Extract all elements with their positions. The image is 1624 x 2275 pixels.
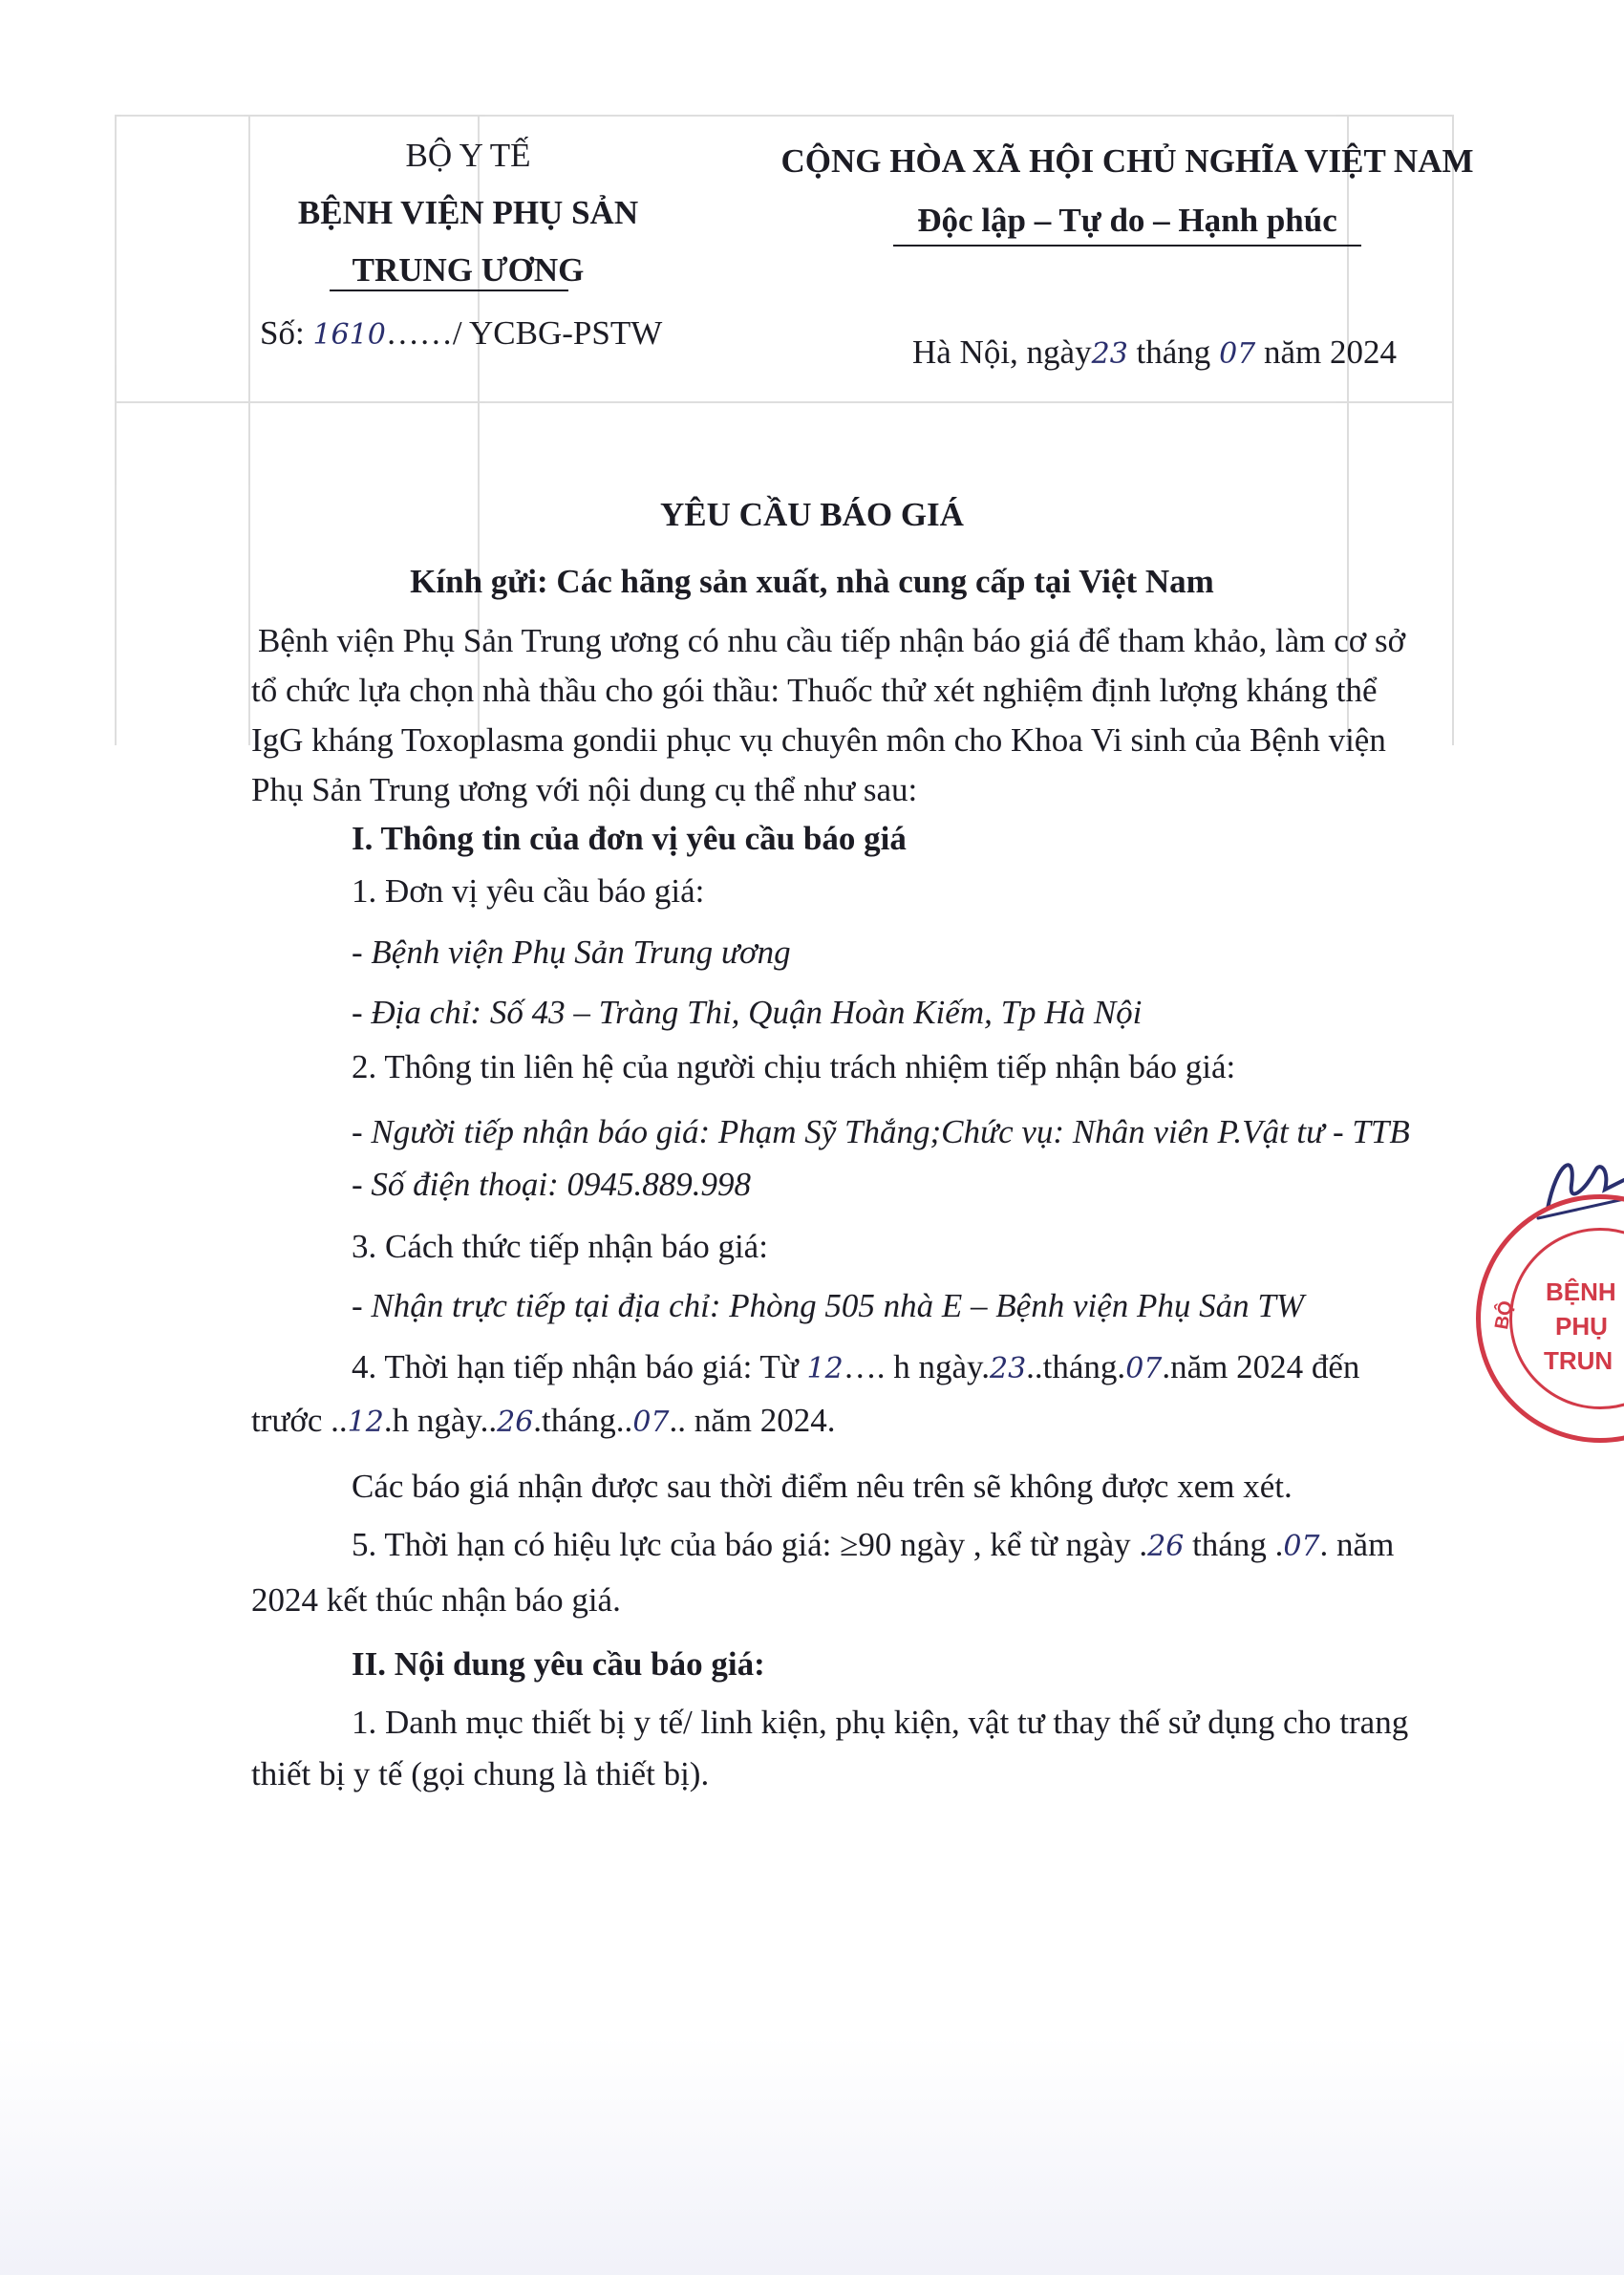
intro-line-1: Bệnh viện Phụ Sản Trung ương có nhu cầu tiếp nhận báo giá để tham khảo, làm cơ sở (258, 622, 1406, 659)
date-month-handwritten: 07 (1219, 337, 1256, 371)
stamp-text-side: BỘ (1491, 1298, 1517, 1332)
item4-text-2: …. h ngày. (843, 1348, 990, 1385)
item4-month-handwritten: 07 (1125, 1352, 1163, 1385)
recipient-line: Kính gửi: Các hãng sản xuất, nhà cung cấp tại Việt Nam (410, 563, 1214, 600)
date-day-handwritten: 23 (1091, 337, 1128, 371)
section2-heading: II. Nội dung yêu cầu báo giá: (352, 1645, 765, 1683)
item4-month2-handwritten: 07 (632, 1406, 670, 1439)
section1-item5-line1 (352, 1525, 1394, 1565)
header-left-underline (330, 290, 568, 291)
item4-text-5: trước .. (251, 1402, 348, 1439)
date-year-label: năm 2024 (1264, 333, 1398, 371)
ministry-name: BỘ Y TẾ (405, 137, 531, 174)
intro-line-3: IgG kháng Toxoplasma gondii phục vụ chuyên môn cho Khoa Vi sinh của Bệnh viện (251, 721, 1386, 759)
section1-item1-name: - Bệnh viện Phụ Sản Trung ương (352, 934, 791, 971)
item5-text-1: 5. Thời hạn có hiệu lực của báo giá: ≥90 ngày , kể từ ngày . (352, 1526, 1148, 1563)
section1-item2-phone: - Số điện thoại: 0945.889.998 (352, 1166, 752, 1203)
item5-text-2: tháng . (1184, 1526, 1284, 1563)
intro-line-4: Phụ Sản Trung ương với nội dung cụ thể như sau: (251, 771, 918, 808)
item4-text-8: .. năm 2024. (669, 1402, 836, 1439)
document-title: YÊU CẦU BÁO GIÁ (660, 496, 964, 533)
place-date-prefix: Hà Nội, ngày (912, 333, 1092, 371)
section1-heading: I. Thông tin của đơn vị yêu cầu báo giá (352, 820, 907, 857)
item5-text-3: . năm (1319, 1526, 1395, 1563)
scan-shading (0, 2035, 1624, 2275)
item4-day2-handwritten: 26 (497, 1406, 534, 1439)
country-name: CỘNG HÒA XÃ HỘI CHỦ NGHĨA VIỆT NAM (780, 142, 1474, 180)
section2-item1-line1: 1. Danh mục thiết bị y tế/ linh kiện, phụ kiện, vật tư thay thế sử dụng cho trang (352, 1704, 1409, 1741)
late-submission-note: Các báo giá nhận được sau thời điểm nêu trên sẽ không được xem xét. (352, 1468, 1293, 1505)
place-and-date (912, 333, 1397, 373)
item4-day-handwritten: 23 (989, 1352, 1027, 1385)
intro-line-2: tổ chức lựa chọn nhà thầu cho gói thầu: Thuốc thử xét nghiệm định lượng kháng thể (251, 672, 1378, 709)
national-motto: Độc lập – Tự do – Hạnh phúc (917, 202, 1337, 239)
header-right-underline (893, 245, 1361, 247)
item4-text-3: ..tháng. (1026, 1348, 1126, 1385)
item5-day-handwritten: 26 (1147, 1530, 1185, 1563)
doc-number-prefix: Số: (260, 314, 305, 352)
hospital-name-line2: TRUNG ƯƠNG (352, 251, 585, 289)
item4-hour-handwritten: 12 (806, 1352, 844, 1385)
item4-text-1: 4. Thời hạn tiếp nhận báo giá: Từ (352, 1348, 807, 1385)
stamp-text-line3: TRUN (1544, 1346, 1613, 1375)
section1-item2-person: - Người tiếp nhận báo giá: Phạm Sỹ Thắng;Chức vụ: Nhân viên P.Vật tư - TTB (352, 1113, 1410, 1150)
official-stamp (1476, 1194, 1624, 1443)
stamp-text-line2: PHỤ (1555, 1312, 1608, 1341)
doc-number-suffix: ……/ YCBG-PSTW (385, 314, 663, 352)
section1-item1-label: 1. Đơn vị yêu cầu báo giá: (352, 872, 705, 910)
item4-text-4: .năm 2024 đến (1162, 1348, 1360, 1385)
item5-month-handwritten: 07 (1283, 1530, 1320, 1563)
section2-item1-line2: thiết bị y tế (gọi chung là thiết bị). (251, 1755, 710, 1792)
section1-item4-line2 (251, 1401, 836, 1441)
section1-item3-label: 3. Cách thức tiếp nhận báo giá: (352, 1228, 768, 1265)
section1-item3-method: - Nhận trực tiếp tại địa chỉ: Phòng 505 nhà E – Bệnh viện Phụ Sản TW (352, 1287, 1305, 1324)
item4-text-6: .h ngày.. (383, 1402, 498, 1439)
section1-item5-line2: 2024 kết thúc nhận báo giá. (251, 1581, 621, 1619)
hospital-name-line1: BỆNH VIỆN PHỤ SẢN (297, 194, 639, 231)
date-month-label: tháng (1136, 333, 1211, 371)
section1-item2-label: 2. Thông tin liên hệ của người chịu trách nhiệm tiếp nhận báo giá: (352, 1048, 1236, 1085)
item4-text-7: .tháng.. (533, 1402, 633, 1439)
item4-hour2-handwritten: 12 (347, 1406, 384, 1439)
section1-item1-address: - Địa chỉ: Số 43 – Tràng Thi, Quận Hoàn Kiếm, Tp Hà Nội (352, 994, 1143, 1031)
doc-number-handwritten: 1610 (312, 318, 386, 352)
stamp-text-line1: BỆNH (1546, 1277, 1616, 1306)
document-number (260, 313, 662, 354)
section1-item4-line1 (352, 1347, 1359, 1387)
